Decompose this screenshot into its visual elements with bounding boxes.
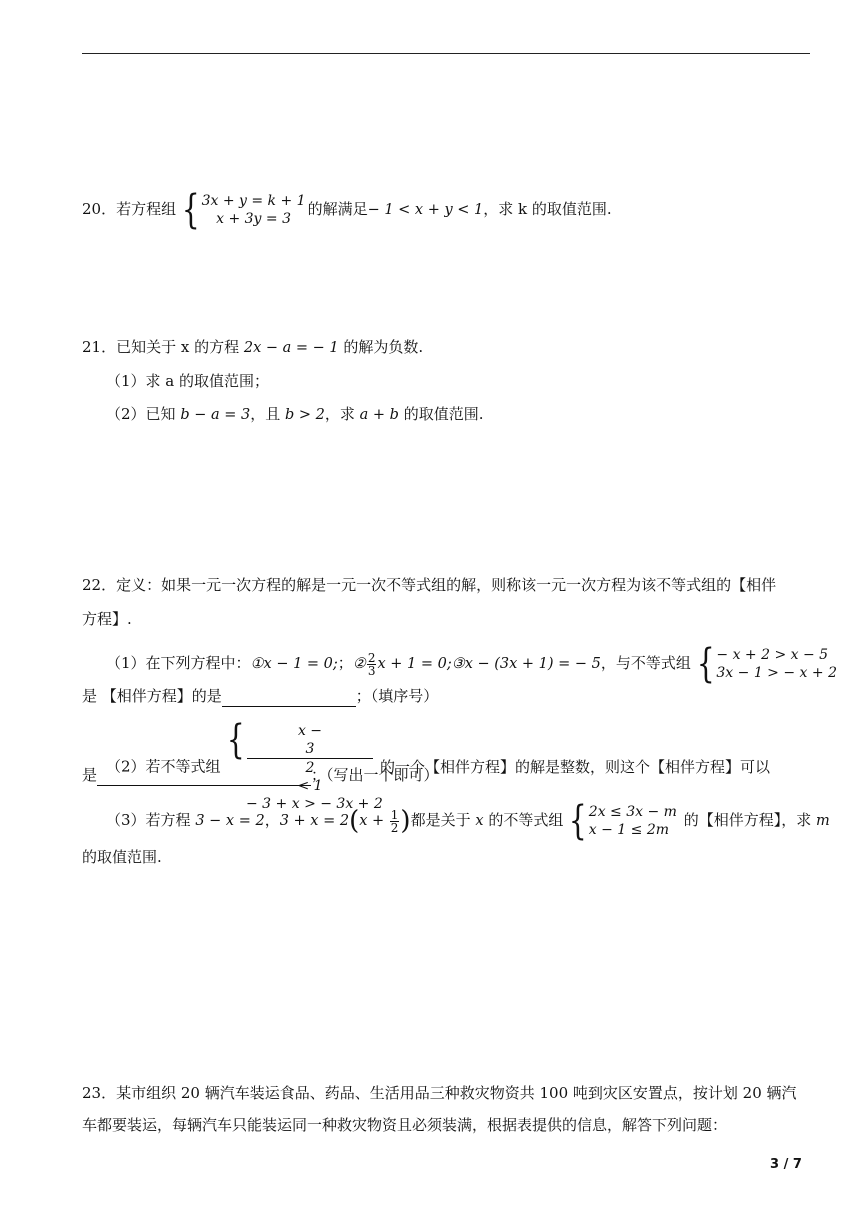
question-20-mid: 的解满足 bbox=[307, 200, 368, 218]
answer-line-1-pre: 是 【相伴方程】的是 bbox=[82, 687, 222, 705]
option-2-marker: ② bbox=[352, 656, 366, 672]
part-1-mid: ，与不等式组 bbox=[600, 654, 691, 672]
question-21-part-1: （1）求 a 的取值范围； bbox=[106, 372, 270, 390]
definition-text: 定义：如果一元一次方程的解是一元一次不等式组的解，则称该一元一次方程为该不等式组的【相伴 bbox=[116, 576, 777, 594]
inequality-system-2: { x − 3 2 < 1 − 3 + x > − 3x + 2 bbox=[226, 717, 383, 812]
answer-blank-2[interactable] bbox=[97, 769, 311, 786]
part-2-expr: a + b bbox=[359, 407, 399, 423]
part-3-mid2: 的不等式组 bbox=[483, 811, 564, 829]
ineq-3-row-1: 2x ≤ 3x − m bbox=[588, 804, 677, 820]
part-2-intro-22: （2）若不等式组 bbox=[106, 757, 221, 776]
frac-numerator: 1 bbox=[390, 807, 399, 822]
question-20-condition: − 1 < x + y < 1 bbox=[367, 202, 484, 218]
part-2-mid: ，且 bbox=[250, 405, 285, 423]
fraction-two-thirds bbox=[367, 652, 377, 677]
frac-denominator: 3 bbox=[367, 663, 376, 678]
ineq-1-row-1: − x + 2 > x − 5 bbox=[716, 647, 829, 663]
answer-line-2-post: ；（写出一个即可） bbox=[311, 766, 439, 784]
question-22-part-3-line-2: 的取值范围. bbox=[82, 848, 162, 866]
part-3-intro: （3）若方程 bbox=[106, 811, 196, 829]
part-2-eq1: b − a = 3 bbox=[180, 407, 251, 423]
question-20-tail: ，求 k 的取值范围. bbox=[483, 200, 612, 218]
question-22-part-1 bbox=[106, 641, 839, 687]
frac-numerator: 3 bbox=[247, 740, 373, 759]
question-22-part-2-answer-line bbox=[82, 764, 439, 786]
question-21-stem-tail: 的解为负数. bbox=[338, 338, 424, 356]
answer-line-2-pre: 是 bbox=[82, 766, 98, 784]
question-22-definition-line-1 bbox=[82, 574, 776, 596]
frac-denominator: 2 bbox=[390, 820, 399, 835]
option-2: x + 1 = 0; bbox=[377, 656, 452, 672]
ineq-1-row-2: 3x − 1 > − x + 2 bbox=[716, 665, 837, 681]
question-21-number: 21． bbox=[82, 338, 117, 356]
option-3: ③x − (3x + 1) = − 5 bbox=[451, 656, 601, 672]
question-22-part-1-answer-line bbox=[82, 685, 438, 707]
fraction-one-half bbox=[390, 809, 400, 834]
part-2-tail: 的取值范围. bbox=[398, 405, 484, 423]
question-20 bbox=[82, 187, 612, 233]
question-20-intro: 若方程组 bbox=[116, 200, 177, 218]
answer-line-1-post: ；（填序号） bbox=[355, 687, 439, 705]
question-21-stem-text: 已知关于 x 的方程 bbox=[116, 338, 244, 356]
inequality-system-3: { 2x ≤ 3x − m x − 1 ≤ 2m bbox=[569, 798, 677, 844]
header-rule bbox=[82, 53, 810, 54]
question-21-part-2 bbox=[106, 403, 483, 426]
question-23-line-1 bbox=[82, 1082, 797, 1104]
inequality-system-1: { − x + 2 > x − 5 3x − 1 > − x + 2 bbox=[696, 641, 837, 687]
question-22-definition-line-2: 方程】. bbox=[82, 610, 132, 628]
part-3-eq2: 3 + x = 2 bbox=[279, 813, 350, 829]
question-23-line-2: 车都要装运，每辆汽车只能装运同一种救灾物资且必须装满，根据表提供的信息，解答下列问题： bbox=[82, 1116, 728, 1134]
part-3-m: m bbox=[815, 813, 830, 829]
ineq-3-row-2: x − 1 ≤ 2m bbox=[588, 822, 670, 838]
part-2-tail-22: 的一个【相伴方程】的解是整数，则这个【相伴方程】可以 bbox=[380, 757, 771, 776]
question-22-part-3 bbox=[106, 798, 830, 844]
question-23-text-1: 某市组织 20 辆汽车装运食品、药品、生活用品三种救灾物资共 100 吨到灾区安置点，按计划 20 辆汽 bbox=[116, 1084, 797, 1102]
equation-system-20: { 3x + y = k + 1 x + 3y = 3 bbox=[181, 187, 306, 233]
question-22-number: 22． bbox=[82, 576, 117, 594]
question-21-stem bbox=[82, 336, 423, 359]
frac-denominator: 2 bbox=[305, 760, 315, 776]
ineq-2-row-1-pre: x − bbox=[297, 723, 323, 739]
right-paren: ) bbox=[400, 806, 411, 836]
system-20-eq2: x + 3y = 3 bbox=[216, 211, 291, 227]
part-3-var: x bbox=[475, 813, 484, 829]
part-3-mid: 都是关于 bbox=[410, 811, 476, 829]
question-21-equation: 2x − a = − 1 bbox=[243, 340, 339, 356]
part-1-intro: （1）在下列方程中： bbox=[106, 654, 251, 672]
answer-blank-1[interactable] bbox=[222, 690, 356, 707]
question-23-number: 23． bbox=[82, 1084, 117, 1102]
part-2-eq2: b > 2 bbox=[284, 407, 325, 423]
ineq-2-row-2: − 3 + x > − 3x + 2 bbox=[246, 796, 383, 812]
part-3-eq2-inner: x + bbox=[359, 813, 389, 829]
question-20-number: 20． bbox=[82, 200, 117, 218]
left-paren: ( bbox=[349, 806, 360, 836]
part-3-eq1: 3 − x = 2 bbox=[195, 813, 265, 829]
system-20-eq1: 3x + y = k + 1 bbox=[201, 193, 306, 209]
part-3-comma: ， bbox=[264, 811, 280, 829]
ineq-2-row-1-post: < 1 bbox=[297, 778, 323, 794]
page-number: 3 / 7 bbox=[770, 1157, 802, 1172]
part-2-mid2: ，求 bbox=[324, 405, 360, 423]
frac-numerator: 2 bbox=[367, 650, 376, 665]
option-sep: ； bbox=[337, 654, 353, 672]
part-2-intro: （2）已知 bbox=[106, 405, 181, 423]
option-1: ①x − 1 = 0; bbox=[250, 656, 338, 672]
part-3-tail: 的【相伴方程】，求 bbox=[678, 811, 816, 829]
